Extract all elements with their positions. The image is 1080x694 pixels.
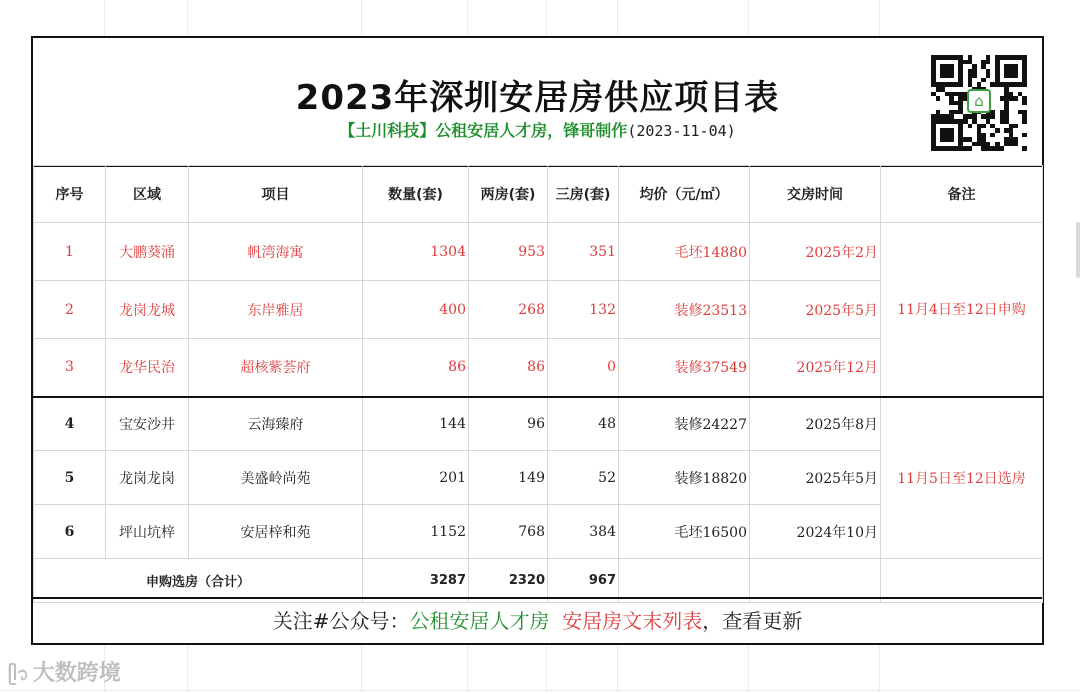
row-three-room: 384 xyxy=(548,505,619,559)
footer-highlight: 安居房文末列表 xyxy=(562,609,703,633)
col-header-three-room: 三房(套) xyxy=(548,166,619,223)
row-price: 装修24227 xyxy=(619,397,750,451)
row-qty: 1304 xyxy=(363,223,469,281)
row-price: 毛坯14880 xyxy=(619,223,750,281)
qr-module xyxy=(1022,146,1027,151)
total-two-room: 2320 xyxy=(469,559,548,603)
total-label: 申购选房（合计） xyxy=(34,559,363,603)
row-no: 5 xyxy=(34,451,106,505)
subtitle-text: 【土川科技】公租安居人才房，锋哥制作 xyxy=(339,121,628,140)
row-three-room: 0 xyxy=(548,339,619,397)
row-no: 2 xyxy=(34,281,106,339)
row-project: 美盛岭尚苑 xyxy=(189,451,363,505)
col-header-project: 项目 xyxy=(189,166,363,223)
row-project: 云海臻府 xyxy=(189,397,363,451)
row-two-room: 768 xyxy=(469,505,548,559)
table-row xyxy=(34,397,1043,451)
row-delivery: 2025年8月 xyxy=(750,397,881,451)
row-delivery: 2024年10月 xyxy=(750,505,881,559)
row-area: 大鹏葵涌 xyxy=(106,223,189,281)
row-three-room: 52 xyxy=(548,451,619,505)
row-area: 宝安沙井 xyxy=(106,397,189,451)
subtitle-date: (2023-11-04) xyxy=(627,122,736,140)
total-empty-cell xyxy=(881,559,1043,603)
row-two-room: 953 xyxy=(469,223,548,281)
row-price: 装修18820 xyxy=(619,451,750,505)
house-icon: ⌂ xyxy=(967,89,991,113)
row-area: 龙华民治 xyxy=(106,339,189,397)
footer-account: 公租安居人才房 xyxy=(409,609,550,633)
table-header xyxy=(33,38,1042,167)
subtitle xyxy=(33,118,1042,141)
row-no: 6 xyxy=(34,505,106,559)
col-header-no: 序号 xyxy=(34,166,106,223)
col-header-note: 备注 xyxy=(881,166,1043,223)
footer-banner xyxy=(33,597,1042,643)
row-three-room: 132 xyxy=(548,281,619,339)
column-header-row xyxy=(34,166,1043,223)
row-price: 装修37549 xyxy=(619,339,750,397)
supply-table xyxy=(33,165,1043,603)
total-empty-cell xyxy=(619,559,750,603)
row-delivery: 2025年5月 xyxy=(750,451,881,505)
bg-grid-line xyxy=(0,690,1080,691)
row-delivery: 2025年12月 xyxy=(750,339,881,397)
row-qty: 1152 xyxy=(363,505,469,559)
total-empty-cell xyxy=(750,559,881,603)
footer-suffix: ，查看更新 xyxy=(702,609,803,633)
page-title: 2023年深圳安居房供应项目表 xyxy=(295,78,780,118)
row-note: 11月5日至12日选房 xyxy=(881,397,1043,559)
row-project: 安居梓和苑 xyxy=(189,505,363,559)
row-project: 东岸雅居 xyxy=(189,281,363,339)
row-three-room: 48 xyxy=(548,397,619,451)
row-price: 装修23513 xyxy=(619,281,750,339)
row-price: 毛坯16500 xyxy=(619,505,750,559)
watermark-logo-icon: ᥫ᭡ xyxy=(8,664,29,685)
row-two-room: 96 xyxy=(469,397,548,451)
col-header-area: 区域 xyxy=(106,166,189,223)
col-header-two-room: 两房(套) xyxy=(469,166,548,223)
table-row xyxy=(34,223,1043,281)
row-no: 4 xyxy=(34,397,106,451)
row-no: 3 xyxy=(34,339,106,397)
watermark-text: 大数跨境 xyxy=(32,661,121,686)
row-note: 11月4日至12日申购 xyxy=(881,223,1043,397)
row-delivery: 2025年2月 xyxy=(750,223,881,281)
row-delivery: 2025年5月 xyxy=(750,281,881,339)
row-two-room: 149 xyxy=(469,451,548,505)
col-header-price: 均价（元/㎡） xyxy=(619,166,750,223)
col-header-qty: 数量(套) xyxy=(363,166,469,223)
total-row xyxy=(34,559,1043,603)
row-qty: 144 xyxy=(363,397,469,451)
row-qty: 86 xyxy=(363,339,469,397)
total-three-room: 967 xyxy=(548,559,619,603)
row-qty: 201 xyxy=(363,451,469,505)
scroll-edge-indicator xyxy=(1076,222,1080,278)
row-project: 超核紫荟府 xyxy=(189,339,363,397)
row-area: 龙岗龙岗 xyxy=(106,451,189,505)
watermark xyxy=(8,656,121,694)
row-no: 1 xyxy=(34,223,106,281)
row-two-room: 86 xyxy=(469,339,548,397)
row-two-room: 268 xyxy=(469,281,548,339)
row-three-room: 351 xyxy=(548,223,619,281)
col-header-delivery: 交房时间 xyxy=(750,166,881,223)
footer-prefix: 关注#公众号： xyxy=(272,609,410,633)
row-area: 坪山坑梓 xyxy=(106,505,189,559)
qr-code[interactable] xyxy=(931,55,1027,151)
row-qty: 400 xyxy=(363,281,469,339)
row-project: 帆湾海寓 xyxy=(189,223,363,281)
row-area: 龙岗龙城 xyxy=(106,281,189,339)
supply-table-card xyxy=(31,36,1044,645)
total-qty: 3287 xyxy=(363,559,469,603)
